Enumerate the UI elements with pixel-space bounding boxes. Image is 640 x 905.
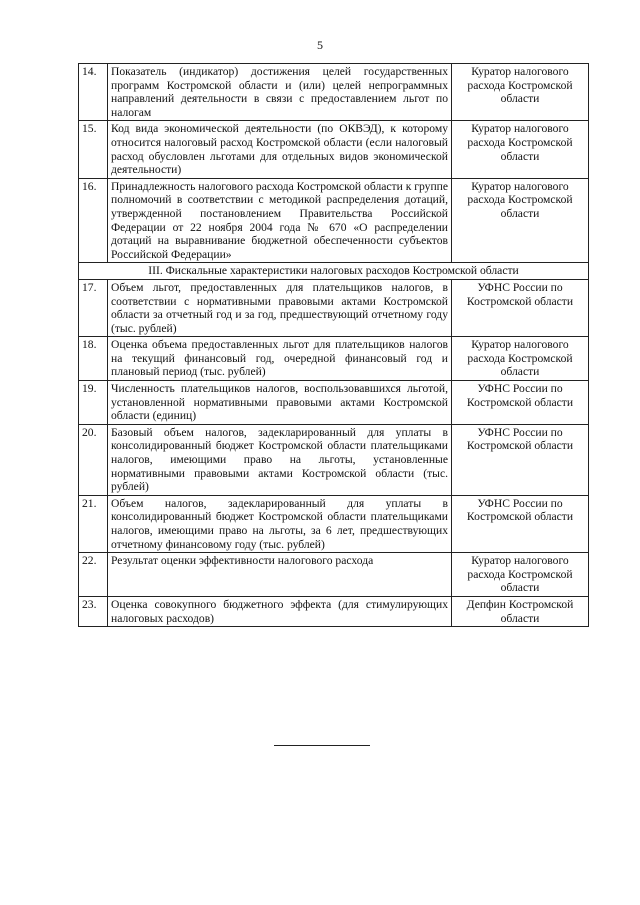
row-responsible: Куратор налогового расхода Костромской области (452, 178, 589, 263)
row-number: 18. (79, 337, 108, 381)
table-row (79, 553, 589, 597)
row-number: 22. (79, 553, 108, 597)
row-number: 17. (79, 279, 108, 336)
table-row (79, 121, 589, 178)
table-row (79, 495, 589, 552)
row-number: 15. (79, 121, 108, 178)
row-description: Объем налогов, задекларированный для уплаты в консолидированный бюджет Костромской области плательщиками налогов, имеющими право на льготы, за 6 лет, предшествующих отчетному финансовому году (тыс. рублей) (108, 495, 452, 552)
end-of-document-rule (274, 745, 370, 746)
row-responsible: Куратор налогового расхода Костромской области (452, 553, 589, 597)
table-row (79, 424, 589, 495)
table-row (79, 178, 589, 263)
row-number: 20. (79, 424, 108, 495)
row-description: Объем льгот, предоставленных для плательщиков налогов, в соответствии с нормативными правовыми актами Костромской области за отчетный год и за год, предшествующий отчетному году (тыс. рублей) (108, 279, 452, 336)
row-description: Показатель (индикатор) достижения целей государственных программ Костромской области и (или) целей непрограммных направлений деятельности в связи с предоставлением льгот по налогам (108, 64, 452, 121)
row-responsible: Куратор налогового расхода Костромской области (452, 121, 589, 178)
table-row (79, 64, 589, 121)
row-responsible: УФНС России по Костромской области (452, 381, 589, 425)
row-description: Базовый объем налогов, задекларированный для уплаты в консолидированный бюджет Костромской области плательщиками налогов, имеющими право на льготы, установленные нормативными правовыми актами Костромской области (тыс. рублей) (108, 424, 452, 495)
table-row (79, 596, 589, 626)
row-description: Оценка совокупного бюджетного эффекта (для стимулирующих налоговых расходов) (108, 596, 452, 626)
section-header-row (79, 263, 589, 280)
table-row (79, 381, 589, 425)
row-responsible: УФНС России по Костромской области (452, 495, 589, 552)
row-description: Оценка объема предоставленных льгот для плательщиков налогов на текущий финансовый год, очередной финансовый год и плановый период (тыс. рублей) (108, 337, 452, 381)
tax-expenditure-table (78, 63, 589, 627)
row-description: Принадлежность налогового расхода Костромской области к группе полномочий в соответствии с методикой распределения дотаций, утвержденной постановлением Правительства Российской Федерации от 22 ноября 2004 года № 670 «О распределении дотаций на выравнивание бюджетной обеспеченности субъектов Российской Федерации» (108, 178, 452, 263)
row-number: 19. (79, 381, 108, 425)
row-responsible: Куратор налогового расхода Костромской области (452, 337, 589, 381)
row-responsible: УФНС России по Костромской области (452, 424, 589, 495)
row-description: Код вида экономической деятельности (по ОКВЭД), к которому относится налоговый расход Костромской области (если налоговый расход обусловлен льготами для отдельных видов экономической деятельности) (108, 121, 452, 178)
row-number: 14. (79, 64, 108, 121)
row-description: Численность плательщиков налогов, воспользовавшихся льготой, установленной нормативными правовыми актами Костромской области (единиц) (108, 381, 452, 425)
table-row (79, 337, 589, 381)
page-number: 5 (317, 38, 323, 52)
section-title: III. Фискальные характеристики налоговых расходов Костромской области (79, 263, 589, 280)
row-number: 16. (79, 178, 108, 263)
table-row (79, 279, 589, 336)
row-number: 23. (79, 596, 108, 626)
row-responsible: УФНС России по Костромской области (452, 279, 589, 336)
row-responsible: Депфин Костромской области (452, 596, 589, 626)
row-responsible: Куратор налогового расхода Костромской области (452, 64, 589, 121)
row-number: 21. (79, 495, 108, 552)
row-description: Результат оценки эффективности налогового расхода (108, 553, 452, 597)
